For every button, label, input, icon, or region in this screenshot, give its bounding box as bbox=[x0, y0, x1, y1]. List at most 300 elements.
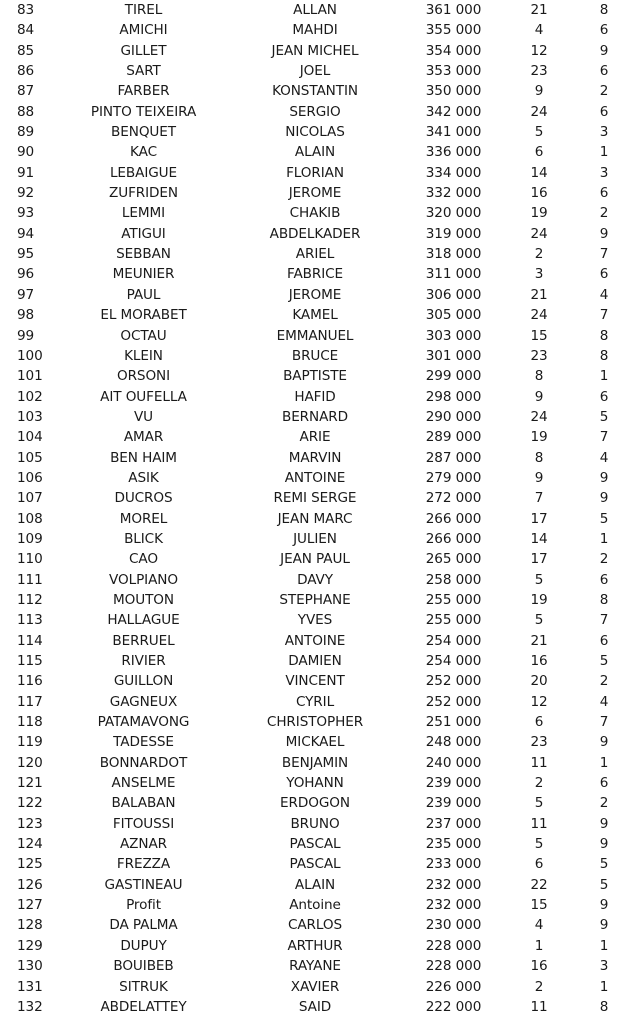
table-row bbox=[0, 61, 637, 81]
table-row bbox=[0, 712, 637, 732]
last-name-cell: FARBER bbox=[117, 83, 170, 100]
amount-cell: 255 000 bbox=[425, 591, 482, 608]
count-cell-2: 5 bbox=[599, 510, 609, 527]
amount-cell: 258 000 bbox=[425, 571, 482, 588]
table-row bbox=[0, 651, 637, 671]
rank-cell: 131 bbox=[17, 978, 43, 995]
count-cell-1: 2 bbox=[534, 775, 544, 792]
table-row bbox=[0, 264, 637, 284]
rank-cell: 121 bbox=[17, 775, 43, 792]
first-name-cell: JEROME bbox=[288, 185, 342, 202]
count-cell-2: 5 bbox=[599, 653, 609, 669]
last-name-cell: GASTINEAU bbox=[104, 876, 183, 893]
last-name-cell: SITRUK bbox=[119, 978, 168, 995]
first-name-cell: ABDELKADER bbox=[269, 225, 361, 242]
amount-cell: 252 000 bbox=[425, 673, 482, 690]
count-cell-1: 2 bbox=[534, 978, 544, 995]
table-row bbox=[0, 692, 637, 712]
table-row bbox=[0, 854, 637, 874]
first-name-cell: JEAN MICHEL bbox=[271, 42, 359, 59]
first-name-cell: ALAIN bbox=[294, 144, 336, 161]
first-name-cell: Antoine bbox=[289, 897, 341, 914]
amount-cell: 361 000 bbox=[425, 2, 482, 18]
first-name-cell: EMMANUEL bbox=[276, 327, 354, 344]
table-row bbox=[0, 41, 637, 61]
rank-cell: 97 bbox=[17, 286, 35, 303]
count-cell-2: 8 bbox=[599, 347, 609, 364]
count-cell-2: 3 bbox=[599, 124, 609, 141]
rank-cell: 113 bbox=[17, 612, 43, 629]
rank-cell: 95 bbox=[17, 246, 35, 263]
last-name-cell: ANSELME bbox=[111, 775, 176, 792]
amount-cell: 355 000 bbox=[425, 22, 482, 39]
rank-cell: 128 bbox=[17, 917, 43, 934]
table-row bbox=[0, 427, 637, 447]
count-cell-2: 9 bbox=[599, 836, 609, 853]
count-cell-2: 6 bbox=[599, 103, 609, 120]
amount-cell: 255 000 bbox=[425, 612, 482, 629]
rank-cell: 119 bbox=[17, 734, 43, 751]
first-name-cell: SAID bbox=[298, 998, 332, 1015]
first-name-cell: SERGIO bbox=[289, 103, 341, 120]
rank-cell: 111 bbox=[17, 571, 43, 588]
table-row bbox=[0, 468, 637, 488]
count-cell-2: 6 bbox=[599, 63, 609, 80]
last-name-cell: RIVIER bbox=[121, 653, 166, 669]
count-cell-2: 6 bbox=[599, 775, 609, 792]
count-cell-2: 7 bbox=[599, 246, 609, 263]
count-cell-1: 9 bbox=[534, 83, 544, 100]
count-cell-1: 19 bbox=[530, 205, 548, 222]
last-name-cell: CAO bbox=[129, 551, 158, 568]
last-name-cell: DUCROS bbox=[114, 490, 173, 507]
count-cell-1: 11 bbox=[530, 998, 548, 1015]
rank-cell: 105 bbox=[17, 449, 43, 466]
table-row bbox=[0, 732, 637, 752]
rank-cell: 108 bbox=[17, 510, 43, 527]
first-name-cell: JEAN PAUL bbox=[280, 551, 350, 568]
table-row bbox=[0, 142, 637, 162]
table-row bbox=[0, 590, 637, 610]
last-name-cell: GAGNEUX bbox=[109, 693, 178, 710]
table-row bbox=[0, 631, 637, 651]
rank-cell: 114 bbox=[17, 632, 43, 649]
last-name-cell: GILLET bbox=[120, 42, 167, 59]
count-cell-2: 6 bbox=[599, 22, 609, 39]
count-cell-2: 1 bbox=[599, 937, 609, 954]
last-name-cell: SEBBAN bbox=[116, 246, 171, 263]
rank-cell: 99 bbox=[17, 327, 35, 344]
amount-cell: 272 000 bbox=[425, 490, 482, 507]
first-name-cell: YVES bbox=[297, 612, 333, 629]
first-name-cell: ARTHUR bbox=[287, 937, 343, 954]
count-cell-2: 5 bbox=[599, 408, 609, 425]
amount-cell: 319 000 bbox=[425, 225, 482, 242]
count-cell-2: 8 bbox=[599, 2, 609, 18]
rank-cell: 104 bbox=[17, 429, 43, 446]
last-name-cell: HALLAGUE bbox=[107, 612, 180, 629]
last-name-cell: BLICK bbox=[124, 530, 163, 547]
table-row bbox=[0, 346, 637, 366]
count-cell-1: 7 bbox=[534, 490, 544, 507]
first-name-cell: FABRICE bbox=[286, 266, 344, 283]
count-cell-2: 6 bbox=[599, 266, 609, 283]
count-cell-1: 14 bbox=[530, 164, 548, 181]
last-name-cell: KAC bbox=[130, 144, 157, 161]
amount-cell: 252 000 bbox=[425, 693, 482, 710]
rank-cell: 85 bbox=[17, 42, 35, 59]
rank-cell: 118 bbox=[17, 714, 43, 731]
count-cell-1: 20 bbox=[530, 673, 548, 690]
first-name-cell: YOHANN bbox=[286, 775, 344, 792]
amount-cell: 287 000 bbox=[425, 449, 482, 466]
count-cell-2: 1 bbox=[599, 144, 609, 161]
first-name-cell: DAVY bbox=[297, 571, 333, 588]
last-name-cell: BOUIBEB bbox=[113, 958, 174, 975]
amount-cell: 336 000 bbox=[425, 144, 482, 161]
rank-cell: 129 bbox=[17, 937, 43, 954]
rank-cell: 86 bbox=[17, 63, 35, 80]
rank-cell: 102 bbox=[17, 388, 43, 405]
count-cell-1: 24 bbox=[530, 408, 548, 425]
count-cell-1: 2 bbox=[534, 246, 544, 263]
table-row bbox=[0, 387, 637, 407]
last-name-cell: VOLPIANO bbox=[109, 571, 178, 588]
count-cell-1: 21 bbox=[530, 286, 548, 303]
rank-cell: 107 bbox=[17, 490, 43, 507]
first-name-cell: JEROME bbox=[288, 286, 342, 303]
table-row bbox=[0, 875, 637, 895]
count-cell-2: 2 bbox=[599, 673, 609, 690]
table-row bbox=[0, 203, 637, 223]
amount-cell: 248 000 bbox=[425, 734, 482, 751]
count-cell-2: 6 bbox=[599, 388, 609, 405]
rank-cell: 84 bbox=[17, 22, 35, 39]
count-cell-2: 1 bbox=[599, 754, 609, 771]
count-cell-2: 9 bbox=[599, 469, 609, 486]
count-cell-2: 2 bbox=[599, 551, 609, 568]
last-name-cell: DUPUY bbox=[120, 937, 167, 954]
rank-cell: 100 bbox=[17, 347, 43, 364]
table-row bbox=[0, 285, 637, 305]
first-name-cell: ANTOINE bbox=[284, 469, 346, 486]
amount-cell: 254 000 bbox=[425, 632, 482, 649]
count-cell-2: 7 bbox=[599, 714, 609, 731]
table-row bbox=[0, 529, 637, 549]
count-cell-1: 9 bbox=[534, 388, 544, 405]
first-name-cell: REMI SERGE bbox=[273, 490, 357, 507]
first-name-cell: CYRIL bbox=[295, 693, 335, 710]
table-row bbox=[0, 977, 637, 997]
last-name-cell: EL MORABET bbox=[100, 307, 187, 324]
count-cell-1: 5 bbox=[534, 836, 544, 853]
first-name-cell: BRUCE bbox=[291, 347, 339, 364]
rank-cell: 91 bbox=[17, 164, 35, 181]
count-cell-1: 19 bbox=[530, 429, 548, 446]
count-cell-1: 17 bbox=[530, 510, 548, 527]
count-cell-1: 3 bbox=[534, 266, 544, 283]
table-row bbox=[0, 81, 637, 101]
table-row bbox=[0, 773, 637, 793]
last-name-cell: Profit bbox=[126, 897, 161, 914]
amount-cell: 298 000 bbox=[425, 388, 482, 405]
table-row bbox=[0, 956, 637, 976]
count-cell-2: 8 bbox=[599, 591, 609, 608]
last-name-cell: DA PALMA bbox=[109, 917, 178, 934]
amount-cell: 290 000 bbox=[425, 408, 482, 425]
count-cell-2: 2 bbox=[599, 83, 609, 100]
amount-cell: 353 000 bbox=[425, 63, 482, 80]
rank-cell: 115 bbox=[17, 653, 43, 669]
table-row bbox=[0, 610, 637, 630]
count-cell-1: 12 bbox=[530, 42, 548, 59]
amount-cell: 222 000 bbox=[425, 998, 482, 1015]
count-cell-1: 5 bbox=[534, 124, 544, 141]
last-name-cell: MEUNIER bbox=[112, 266, 175, 283]
count-cell-2: 6 bbox=[599, 185, 609, 202]
rank-cell: 83 bbox=[17, 2, 35, 18]
table-row bbox=[0, 448, 637, 468]
table-row bbox=[0, 305, 637, 325]
first-name-cell: KAMEL bbox=[292, 307, 338, 324]
count-cell-2: 8 bbox=[599, 327, 609, 344]
rank-cell: 92 bbox=[17, 185, 35, 202]
amount-cell: 332 000 bbox=[425, 185, 482, 202]
amount-cell: 318 000 bbox=[425, 246, 482, 263]
amount-cell: 341 000 bbox=[425, 124, 482, 141]
table-row bbox=[0, 163, 637, 183]
last-name-cell: AIT OUFELLA bbox=[100, 388, 187, 405]
rank-cell: 103 bbox=[17, 408, 43, 425]
amount-cell: 235 000 bbox=[425, 836, 482, 853]
first-name-cell: KONSTANTIN bbox=[272, 83, 358, 100]
amount-cell: 237 000 bbox=[425, 815, 482, 832]
count-cell-1: 1 bbox=[534, 937, 544, 954]
first-name-cell: PASCAL bbox=[289, 856, 341, 873]
count-cell-1: 5 bbox=[534, 612, 544, 629]
last-name-cell: TADESSE bbox=[113, 734, 174, 751]
table-row bbox=[0, 997, 637, 1017]
last-name-cell: GUILLON bbox=[113, 673, 174, 690]
count-cell-2: 9 bbox=[599, 815, 609, 832]
count-cell-1: 4 bbox=[534, 917, 544, 934]
amount-cell: 266 000 bbox=[425, 530, 482, 547]
count-cell-1: 6 bbox=[534, 144, 544, 161]
last-name-cell: LEMMI bbox=[121, 205, 166, 222]
count-cell-1: 5 bbox=[534, 795, 544, 812]
rank-cell: 110 bbox=[17, 551, 43, 568]
count-cell-2: 6 bbox=[599, 632, 609, 649]
table-row bbox=[0, 509, 637, 529]
first-name-cell: NICOLAS bbox=[285, 124, 345, 141]
count-cell-1: 24 bbox=[530, 103, 548, 120]
count-cell-2: 6 bbox=[599, 571, 609, 588]
rank-cell: 93 bbox=[17, 205, 35, 222]
last-name-cell: LEBAIGUE bbox=[109, 164, 178, 181]
last-name-cell: BERRUEL bbox=[112, 632, 175, 649]
last-name-cell: MOUTON bbox=[113, 591, 174, 608]
amount-cell: 301 000 bbox=[425, 347, 482, 364]
last-name-cell: ORSONI bbox=[116, 368, 171, 385]
table-row bbox=[0, 20, 637, 40]
count-cell-2: 9 bbox=[599, 42, 609, 59]
first-name-cell: HAFID bbox=[294, 388, 336, 405]
rank-cell: 98 bbox=[17, 307, 35, 324]
rank-cell: 132 bbox=[17, 998, 43, 1015]
amount-cell: 305 000 bbox=[425, 307, 482, 324]
count-cell-2: 3 bbox=[599, 958, 609, 975]
amount-cell: 239 000 bbox=[425, 775, 482, 792]
rank-cell: 112 bbox=[17, 591, 43, 608]
rank-cell: 124 bbox=[17, 836, 43, 853]
amount-cell: 354 000 bbox=[425, 42, 482, 59]
count-cell-1: 9 bbox=[534, 469, 544, 486]
amount-cell: 266 000 bbox=[425, 510, 482, 527]
first-name-cell: PASCAL bbox=[289, 836, 341, 853]
first-name-cell: BERNARD bbox=[281, 408, 349, 425]
table-row bbox=[0, 570, 637, 590]
last-name-cell: FREZZA bbox=[116, 856, 171, 873]
count-cell-1: 23 bbox=[530, 63, 548, 80]
table-row bbox=[0, 244, 637, 264]
count-cell-1: 21 bbox=[530, 2, 548, 18]
count-cell-2: 4 bbox=[599, 286, 609, 303]
first-name-cell: STEPHANE bbox=[279, 591, 351, 608]
table-row bbox=[0, 671, 637, 691]
first-name-cell: ALAIN bbox=[294, 876, 336, 893]
rank-cell: 87 bbox=[17, 83, 35, 100]
table-row bbox=[0, 407, 637, 427]
count-cell-1: 14 bbox=[530, 530, 548, 547]
amount-cell: 299 000 bbox=[425, 368, 482, 385]
count-cell-1: 8 bbox=[534, 368, 544, 385]
count-cell-1: 6 bbox=[534, 714, 544, 731]
count-cell-1: 23 bbox=[530, 347, 548, 364]
last-name-cell: ASIK bbox=[128, 469, 159, 486]
count-cell-2: 8 bbox=[599, 998, 609, 1015]
count-cell-1: 17 bbox=[530, 551, 548, 568]
table-row bbox=[0, 0, 637, 20]
table-row bbox=[0, 753, 637, 773]
amount-cell: 350 000 bbox=[425, 83, 482, 100]
rank-cell: 125 bbox=[17, 856, 43, 873]
rank-cell: 89 bbox=[17, 124, 35, 141]
last-name-cell: BALABAN bbox=[111, 795, 176, 812]
amount-cell: 239 000 bbox=[425, 795, 482, 812]
count-cell-2: 9 bbox=[599, 734, 609, 751]
amount-cell: 279 000 bbox=[425, 469, 482, 486]
rank-cell: 90 bbox=[17, 144, 35, 161]
first-name-cell: CHAKIB bbox=[289, 205, 341, 222]
last-name-cell: AMICHI bbox=[119, 22, 168, 39]
count-cell-1: 11 bbox=[530, 754, 548, 771]
amount-cell: 265 000 bbox=[425, 551, 482, 568]
table-row bbox=[0, 224, 637, 244]
last-name-cell: VU bbox=[133, 408, 154, 425]
count-cell-2: 1 bbox=[599, 368, 609, 385]
first-name-cell: ALLAN bbox=[293, 2, 337, 18]
last-name-cell: MOREL bbox=[119, 510, 168, 527]
first-name-cell: ANTOINE bbox=[284, 632, 346, 649]
count-cell-1: 12 bbox=[530, 693, 548, 710]
rank-cell: 126 bbox=[17, 876, 43, 893]
count-cell-1: 16 bbox=[530, 653, 548, 669]
amount-cell: 230 000 bbox=[425, 917, 482, 934]
count-cell-2: 2 bbox=[599, 205, 609, 222]
count-cell-2: 1 bbox=[599, 530, 609, 547]
rank-cell: 122 bbox=[17, 795, 43, 812]
amount-cell: 226 000 bbox=[425, 978, 482, 995]
amount-cell: 254 000 bbox=[425, 653, 482, 669]
last-name-cell: FITOUSSI bbox=[112, 815, 175, 832]
rank-cell: 117 bbox=[17, 693, 43, 710]
first-name-cell: VINCENT bbox=[285, 673, 345, 690]
count-cell-1: 21 bbox=[530, 632, 548, 649]
first-name-cell: ERDOGON bbox=[280, 795, 350, 812]
count-cell-2: 5 bbox=[599, 876, 609, 893]
first-name-cell: FLORIAN bbox=[286, 164, 344, 181]
table-row bbox=[0, 183, 637, 203]
first-name-cell: BENJAMIN bbox=[281, 754, 349, 771]
rank-cell: 116 bbox=[17, 673, 43, 690]
last-name-cell: AZNAR bbox=[119, 836, 168, 853]
amount-cell: 233 000 bbox=[425, 856, 482, 873]
table-row bbox=[0, 793, 637, 813]
count-cell-2: 7 bbox=[599, 307, 609, 324]
last-name-cell: OCTAU bbox=[120, 327, 167, 344]
amount-cell: 232 000 bbox=[425, 876, 482, 893]
first-name-cell: JULIEN bbox=[293, 530, 337, 547]
last-name-cell: PINTO TEIXEIRA bbox=[90, 103, 197, 120]
first-name-cell: MARVIN bbox=[288, 449, 342, 466]
table-row bbox=[0, 366, 637, 386]
count-cell-1: 23 bbox=[530, 734, 548, 751]
count-cell-1: 24 bbox=[530, 307, 548, 324]
count-cell-2: 4 bbox=[599, 693, 609, 710]
amount-cell: 289 000 bbox=[425, 429, 482, 446]
table-row bbox=[0, 122, 637, 142]
rank-cell: 94 bbox=[17, 225, 35, 242]
count-cell-2: 3 bbox=[599, 164, 609, 181]
table-row bbox=[0, 326, 637, 346]
rank-cell: 109 bbox=[17, 530, 43, 547]
count-cell-1: 16 bbox=[530, 958, 548, 975]
amount-cell: 320 000 bbox=[425, 205, 482, 222]
count-cell-1: 15 bbox=[530, 897, 548, 914]
last-name-cell: ABDELATTEY bbox=[100, 998, 187, 1015]
amount-cell: 232 000 bbox=[425, 897, 482, 914]
first-name-cell: BAPTISTE bbox=[283, 368, 347, 385]
count-cell-1: 24 bbox=[530, 225, 548, 242]
first-name-cell: BRUNO bbox=[290, 815, 340, 832]
first-name-cell: JEAN MARC bbox=[277, 510, 353, 527]
count-cell-1: 15 bbox=[530, 327, 548, 344]
amount-cell: 240 000 bbox=[425, 754, 482, 771]
count-cell-1: 5 bbox=[534, 571, 544, 588]
count-cell-1: 4 bbox=[534, 22, 544, 39]
count-cell-1: 22 bbox=[530, 876, 548, 893]
count-cell-2: 9 bbox=[599, 917, 609, 934]
rank-cell: 120 bbox=[17, 754, 43, 771]
last-name-cell: BENQUET bbox=[111, 124, 176, 141]
first-name-cell: CARLOS bbox=[287, 917, 343, 934]
first-name-cell: XAVIER bbox=[290, 978, 340, 995]
first-name-cell: DAMIEN bbox=[288, 653, 342, 669]
count-cell-2: 4 bbox=[599, 449, 609, 466]
amount-cell: 228 000 bbox=[425, 937, 482, 954]
last-name-cell: ATIGUI bbox=[121, 225, 166, 242]
rank-cell: 101 bbox=[17, 368, 43, 385]
